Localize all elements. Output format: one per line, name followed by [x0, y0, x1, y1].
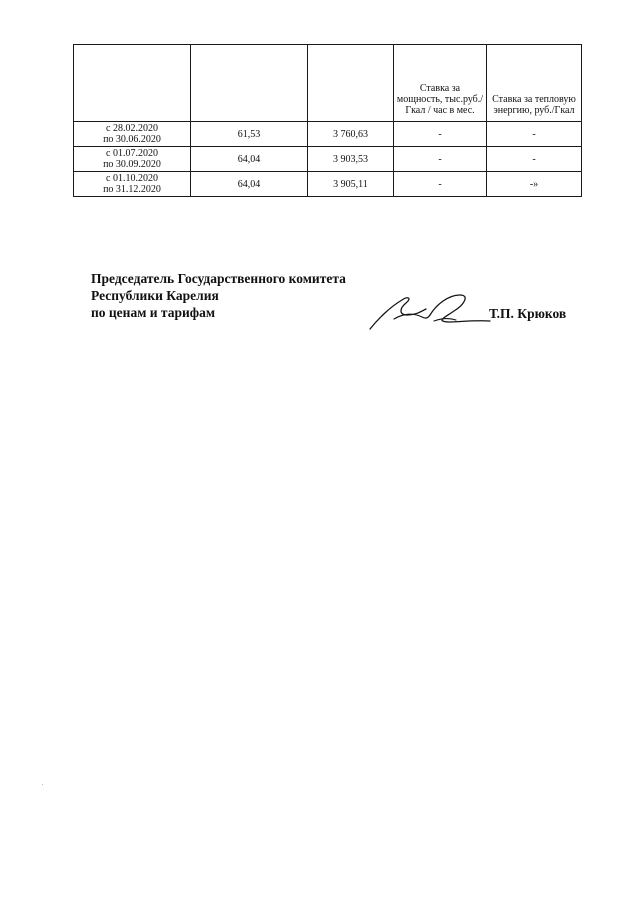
period-from: с 28.02.2020	[106, 123, 158, 134]
table-cell: 3 903,53	[308, 147, 394, 172]
table-cell: -	[394, 172, 487, 197]
signatory-name: Т.П. Крюков	[489, 306, 567, 321]
scan-dot	[42, 784, 43, 785]
table-cell: -	[487, 147, 582, 172]
handwritten-signature	[364, 291, 494, 333]
period-to: по 30.09.2020	[103, 159, 161, 170]
table-row	[74, 147, 582, 172]
header-energy-rate: Ставка за тепловую энергию, руб./Гкал	[487, 45, 582, 122]
table-cell: -»	[487, 172, 582, 197]
period-from: с 01.10.2020	[106, 173, 158, 184]
header-cell	[74, 45, 191, 122]
table-cell: -	[394, 147, 487, 172]
tariff-table	[73, 44, 582, 197]
signatory-title	[91, 270, 346, 321]
period-cell	[74, 172, 191, 197]
signatory-title-line: по ценам и тарифам	[91, 305, 216, 320]
header-cell	[191, 45, 308, 122]
table-cell: -	[487, 122, 582, 147]
header-capacity-rate: Ставка за мощность, тыс.руб./Гкал / час в мес.	[394, 45, 487, 122]
table-cell: -	[394, 122, 487, 147]
period-to: по 30.06.2020	[103, 134, 161, 145]
period-to: по 31.12.2020	[103, 184, 161, 195]
table-cell: 3 905,11	[308, 172, 394, 197]
table-cell: 64,04	[191, 172, 308, 197]
signatory-title-line: Председатель Государственного комитета	[91, 271, 346, 286]
table-header-row	[74, 45, 582, 122]
period-cell	[74, 122, 191, 147]
table-cell: 64,04	[191, 147, 308, 172]
table-row	[74, 122, 582, 147]
table-cell: 3 760,63	[308, 122, 394, 147]
header-cell	[308, 45, 394, 122]
table-row	[74, 172, 582, 197]
table-cell: 61,53	[191, 122, 308, 147]
period-cell	[74, 147, 191, 172]
signatory-title-line: Республики Карелия	[91, 288, 219, 303]
period-from: с 01.07.2020	[106, 148, 158, 159]
